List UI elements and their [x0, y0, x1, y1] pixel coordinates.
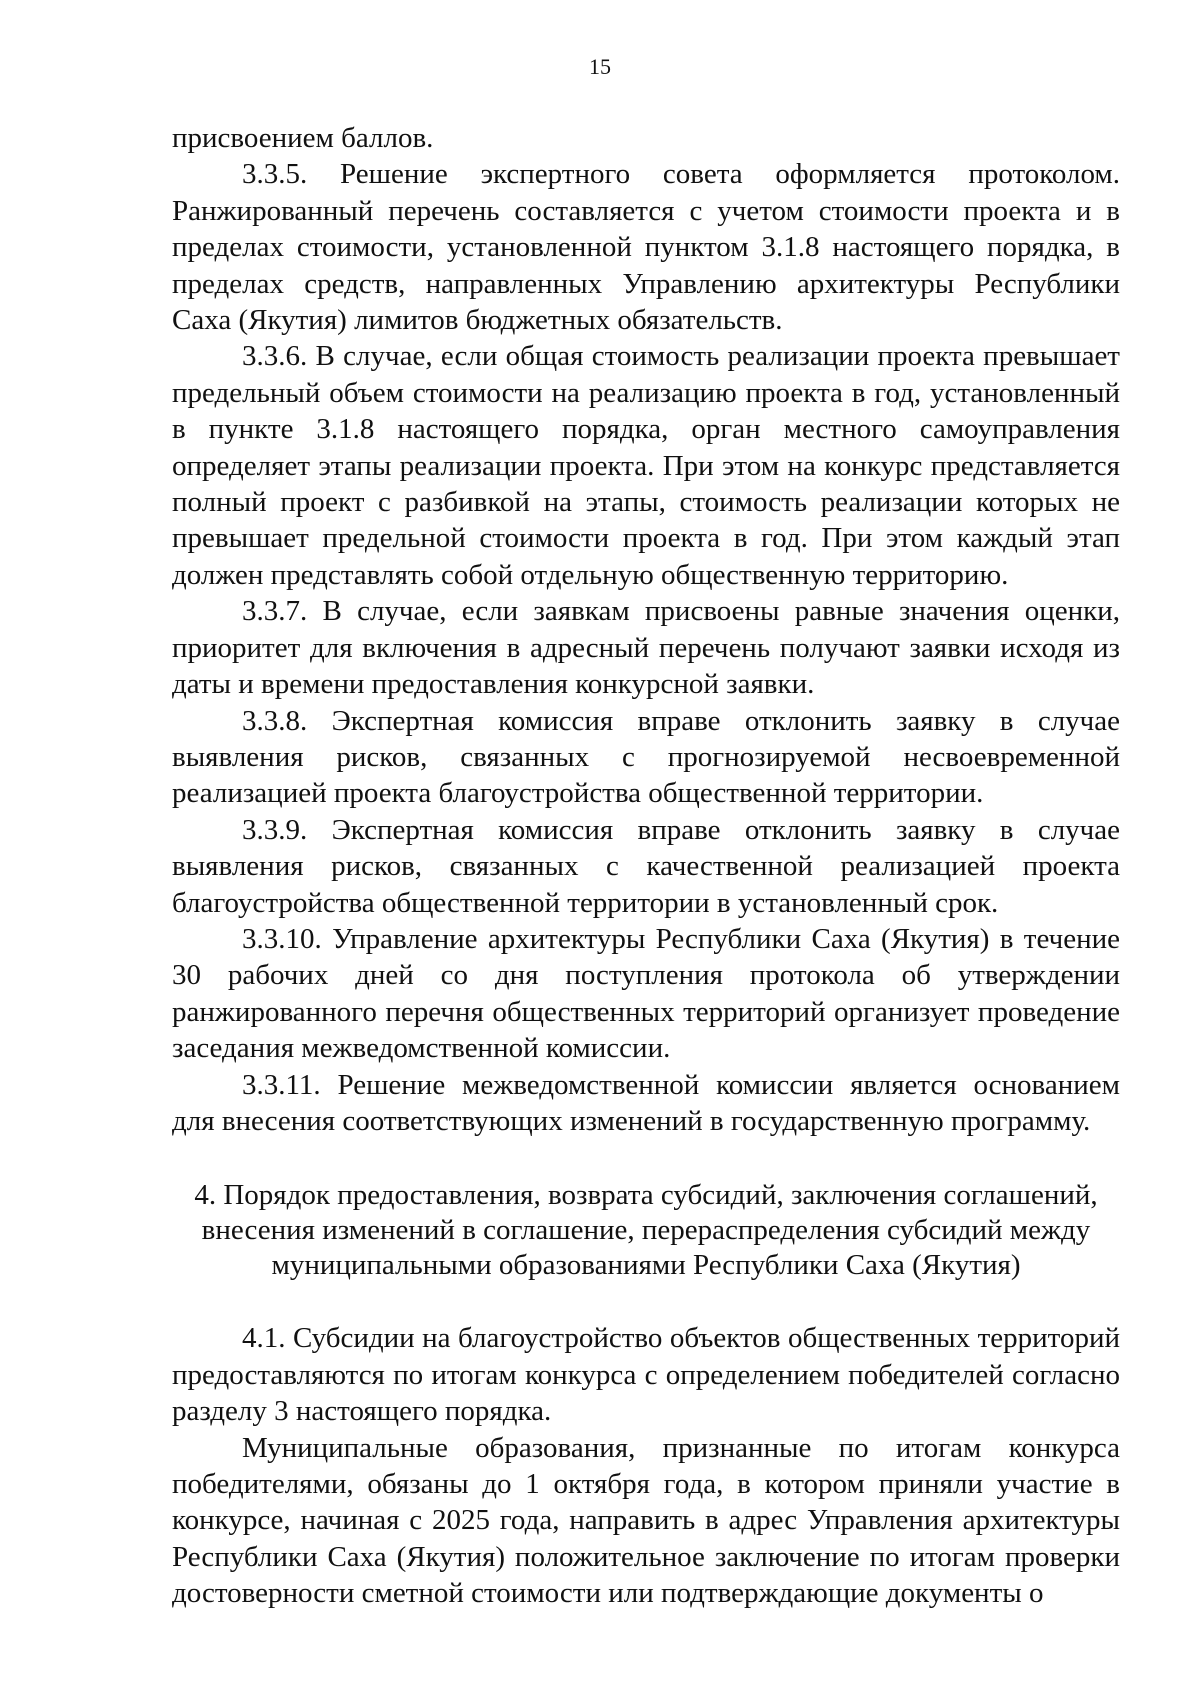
paragraph-3-3-8: 3.3.8. Экспертная комиссия вправе отклонить заявку в случае выявления рисков, связанных с прогнозируемой несвоевременной реализацией проекта благоустройства общественной территории.: [172, 704, 1120, 810]
paragraph-3-3-9: 3.3.9. Экспертная комиссия вправе отклонить заявку в случае выявления рисков, связанных с качественной реализацией проекта благоустройства общественной территории в установленный срок.: [172, 813, 1120, 919]
document-body: [172, 120, 1120, 1612]
paragraph-4-1: 4.1. Субсидии на благоустройство объектов общественных территорий предоставляются по итогам конкурса с определением победителей согласно разделу 3 настоящего порядка.: [172, 1322, 1120, 1428]
paragraph-3-3-6: 3.3.6. В случае, если общая стоимость реализации проекта превышает предельный объем стоимости на реализацию проекта в год, установленный в пункте 3.1.8 настоящего порядка, орган местного самоуправления определяет этапы реализации проекта. При этом на конкурс представляется полный проект с разбивкой на этапы, стоимость реализации которых не превышает предельной стоимости проекта в год. При этом каждый этап должен представлять собой отдельную общественную территорию.: [172, 340, 1120, 591]
section-heading-line-1: 4. Порядок предоставления, возврата субсидий, заключения соглашений,: [194, 1179, 1098, 1212]
paragraph-continuation: присвоением баллов.: [172, 122, 434, 154]
section-heading-line-3: муниципальными образованиями Республики Саха (Якутия): [271, 1249, 1021, 1282]
paragraph-3-3-11: 3.3.11. Решение межведомственной комиссии является основанием для внесения соответствующих изменений в государственную программу.: [172, 1068, 1120, 1137]
paragraph-3-3-7: 3.3.7. В случае, если заявкам присвоены равные значения оценки, приоритет для включения в адресный перечень получают заявки исходя из даты и времени предоставления конкурсной заявки.: [172, 595, 1120, 701]
page-number: 15: [589, 54, 611, 79]
paragraph-3-3-5: 3.3.5. Решение экспертного совета оформляется протоколом. Ранжированный перечень составляется с учетом стоимости проекта и в пределах стоимости, установленной пунктом 3.1.8 настоящего порядка, в пределах средств, направленных Управлению архитектуры Республики Саха (Якутия) лимитов бюджетных обязательств.: [172, 158, 1120, 337]
section-heading: [172, 1178, 1120, 1283]
paragraph-municipal-obligations: Муниципальные образования, признанные по итогам конкурса победителями, обязаны до 1 октября года, в котором приняли участие в конкурсе, начиная с 2025 года, направить в адрес Управления архитектуры Республики Саха (Якутия) положительное заключение по итогам проверки достоверности сметной стоимости или подтверждающие документы о: [172, 1431, 1120, 1610]
paragraph-3-3-10: 3.3.10. Управление архитектуры Республики Саха (Якутия) в течение 30 рабочих дней со дня поступления протокола об утверждении ранжированного перечня общественных территорий организует проведение заседания межведомственной комиссии.: [172, 922, 1120, 1065]
section-heading-line-2: внесения изменений в соглашение, перераспределения субсидий между: [201, 1214, 1091, 1247]
